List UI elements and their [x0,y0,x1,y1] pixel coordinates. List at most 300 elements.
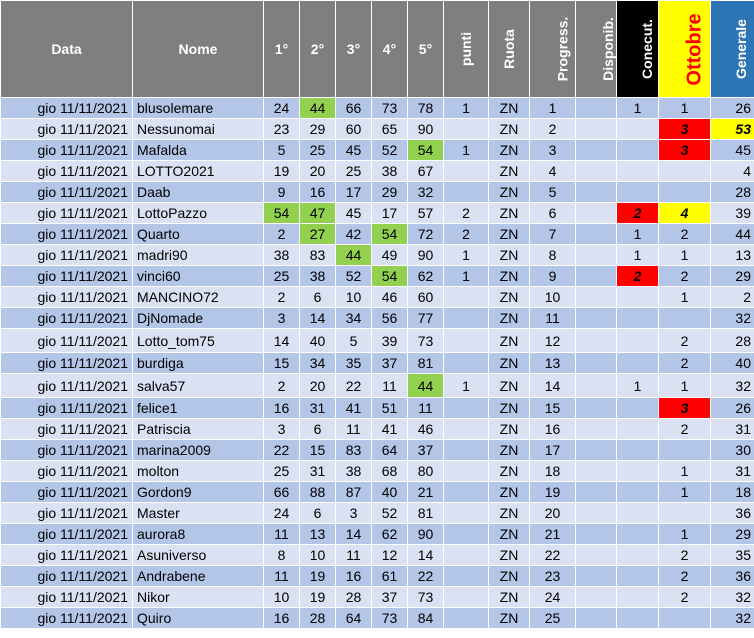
cell-number-2[interactable]: 19 [300,587,336,608]
cell-nome[interactable]: MANCINO72 [133,287,264,308]
col-header-ottobre[interactable] [659,1,711,98]
cell-disponib[interactable] [576,566,617,587]
cell-punti[interactable]: 1 [444,266,489,287]
cell-disponib[interactable] [576,482,617,503]
cell-disponib[interactable] [576,98,617,119]
cell-punti[interactable] [444,353,489,374]
cell-nome[interactable]: Master [133,503,264,524]
cell-number-1[interactable]: 23 [264,119,300,140]
cell-number-1[interactable]: 19 [264,161,300,182]
cell-ottobre[interactable]: 2 [659,587,711,608]
table-row[interactable] [1,440,754,461]
cell-generale[interactable]: 53 [711,119,754,140]
cell-disponib[interactable] [576,329,617,353]
cell-disponib[interactable] [576,287,617,308]
cell-conecut[interactable] [617,482,659,503]
cell-punti[interactable] [444,182,489,203]
cell-number-3[interactable]: 83 [336,440,372,461]
cell-punti[interactable] [444,161,489,182]
cell-nome[interactable]: DjNomade [133,308,264,329]
cell-disponib[interactable] [576,140,617,161]
cell-nome[interactable]: molton [133,461,264,482]
cell-ottobre[interactable]: 4 [659,203,711,224]
cell-number-4[interactable]: 41 [372,419,408,440]
cell-nome[interactable]: vinci60 [133,266,264,287]
cell-nome[interactable]: Asuniverso [133,545,264,566]
cell-ruota[interactable]: ZN [489,182,530,203]
cell-data[interactable]: gio 11/11/2021 [1,140,133,161]
cell-number-3[interactable]: 64 [336,608,372,629]
cell-data[interactable]: gio 11/11/2021 [1,482,133,503]
cell-number-1[interactable]: 24 [264,98,300,119]
cell-number-2[interactable]: 27 [300,224,336,245]
cell-data[interactable]: gio 11/11/2021 [1,461,133,482]
cell-ruota[interactable]: ZN [489,287,530,308]
cell-ruota[interactable]: ZN [489,203,530,224]
table-row[interactable] [1,287,754,308]
cell-generale[interactable]: 44 [711,224,754,245]
cell-number-4[interactable]: 29 [372,182,408,203]
table-row[interactable] [1,398,754,419]
cell-number-3[interactable]: 11 [336,419,372,440]
cell-number-1[interactable]: 54 [264,203,300,224]
cell-data[interactable]: gio 11/11/2021 [1,161,133,182]
col-header-nome[interactable]: Nome [133,1,264,98]
cell-data[interactable]: gio 11/11/2021 [1,224,133,245]
cell-punti[interactable] [444,587,489,608]
cell-disponib[interactable] [576,245,617,266]
cell-ruota[interactable]: ZN [489,245,530,266]
cell-progress[interactable]: 2 [530,119,576,140]
cell-conecut[interactable] [617,119,659,140]
cell-progress[interactable]: 10 [530,287,576,308]
cell-number-2[interactable]: 6 [300,419,336,440]
cell-ruota[interactable]: ZN [489,440,530,461]
cell-conecut[interactable] [617,461,659,482]
cell-conecut[interactable]: 1 [617,224,659,245]
cell-nome[interactable]: Quiro [133,608,264,629]
cell-number-4[interactable]: 49 [372,245,408,266]
cell-number-2[interactable]: 47 [300,203,336,224]
cell-number-2[interactable]: 83 [300,245,336,266]
cell-punti[interactable] [444,545,489,566]
cell-number-1[interactable]: 14 [264,329,300,353]
cell-generale[interactable]: 35 [711,545,754,566]
cell-data[interactable]: gio 11/11/2021 [1,398,133,419]
cell-number-2[interactable]: 29 [300,119,336,140]
cell-ottobre[interactable] [659,161,711,182]
cell-number-5[interactable]: 78 [408,98,444,119]
cell-disponib[interactable] [576,203,617,224]
cell-nome[interactable]: marina2009 [133,440,264,461]
cell-punti[interactable] [444,287,489,308]
cell-punti[interactable] [444,503,489,524]
cell-ruota[interactable]: ZN [489,545,530,566]
cell-number-3[interactable]: 45 [336,203,372,224]
cell-punti[interactable]: 1 [444,245,489,266]
cell-progress[interactable]: 24 [530,587,576,608]
cell-data[interactable]: gio 11/11/2021 [1,419,133,440]
cell-progress[interactable]: 21 [530,524,576,545]
cell-conecut[interactable] [617,329,659,353]
cell-ruota[interactable]: ZN [489,608,530,629]
cell-number-2[interactable]: 10 [300,545,336,566]
cell-disponib[interactable] [576,182,617,203]
cell-number-1[interactable]: 2 [264,287,300,308]
cell-number-1[interactable]: 10 [264,587,300,608]
col-header-progress[interactable] [530,1,576,98]
cell-conecut[interactable]: 2 [617,266,659,287]
cell-data[interactable]: gio 11/11/2021 [1,245,133,266]
cell-disponib[interactable] [576,440,617,461]
cell-ottobre[interactable]: 1 [659,287,711,308]
cell-number-5[interactable]: 11 [408,398,444,419]
cell-number-5[interactable]: 90 [408,119,444,140]
cell-number-3[interactable]: 34 [336,308,372,329]
cell-number-4[interactable]: 61 [372,566,408,587]
cell-data[interactable]: gio 11/11/2021 [1,182,133,203]
cell-punti[interactable] [444,524,489,545]
col-header-disponib[interactable] [576,1,617,98]
table-row[interactable] [1,224,754,245]
cell-ottobre[interactable]: 2 [659,224,711,245]
cell-ottobre[interactable]: 2 [659,545,711,566]
table-row[interactable] [1,608,754,629]
table-row[interactable] [1,245,754,266]
table-row[interactable] [1,587,754,608]
cell-conecut[interactable] [617,503,659,524]
cell-number-1[interactable]: 2 [264,374,300,398]
cell-number-3[interactable]: 11 [336,545,372,566]
cell-progress[interactable]: 19 [530,482,576,503]
cell-punti[interactable] [444,119,489,140]
cell-progress[interactable]: 11 [530,308,576,329]
table-row[interactable] [1,266,754,287]
table-row[interactable] [1,329,754,353]
cell-progress[interactable]: 4 [530,161,576,182]
cell-number-3[interactable]: 41 [336,398,372,419]
cell-generale[interactable]: 36 [711,503,754,524]
cell-number-2[interactable]: 20 [300,374,336,398]
cell-number-2[interactable]: 6 [300,503,336,524]
cell-generale[interactable]: 36 [711,566,754,587]
cell-number-4[interactable]: 54 [372,224,408,245]
cell-number-2[interactable]: 6 [300,287,336,308]
cell-number-3[interactable]: 52 [336,266,372,287]
col-header-2[interactable]: 2° [300,1,336,98]
cell-conecut[interactable] [617,398,659,419]
cell-number-3[interactable]: 28 [336,587,372,608]
cell-ruota[interactable]: ZN [489,587,530,608]
cell-conecut[interactable]: 1 [617,374,659,398]
col-header-punti[interactable] [444,1,489,98]
cell-data[interactable]: gio 11/11/2021 [1,203,133,224]
cell-ottobre[interactable]: 1 [659,374,711,398]
cell-conecut[interactable] [617,419,659,440]
cell-number-5[interactable]: 81 [408,353,444,374]
cell-number-5[interactable]: 90 [408,524,444,545]
cell-number-5[interactable]: 90 [408,245,444,266]
cell-progress[interactable]: 20 [530,503,576,524]
cell-number-2[interactable]: 40 [300,329,336,353]
cell-nome[interactable]: Andrabene [133,566,264,587]
cell-generale[interactable]: 13 [711,245,754,266]
cell-generale[interactable]: 45 [711,140,754,161]
cell-number-4[interactable]: 12 [372,545,408,566]
cell-number-5[interactable]: 77 [408,308,444,329]
cell-punti[interactable] [444,398,489,419]
cell-number-3[interactable]: 3 [336,503,372,524]
cell-number-2[interactable]: 28 [300,608,336,629]
cell-data[interactable]: gio 11/11/2021 [1,374,133,398]
cell-ruota[interactable]: ZN [489,524,530,545]
col-header-3[interactable]: 3° [336,1,372,98]
cell-generale[interactable]: 2 [711,287,754,308]
cell-number-4[interactable]: 46 [372,287,408,308]
cell-data[interactable]: gio 11/11/2021 [1,587,133,608]
cell-ottobre[interactable] [659,182,711,203]
cell-progress[interactable]: 16 [530,419,576,440]
cell-ottobre[interactable]: 2 [659,266,711,287]
cell-number-2[interactable]: 16 [300,182,336,203]
cell-disponib[interactable] [576,503,617,524]
cell-nome[interactable]: Mafalda [133,140,264,161]
col-header-data[interactable]: Data [1,1,133,98]
col-header-generale[interactable] [711,1,754,98]
cell-progress[interactable]: 9 [530,266,576,287]
cell-conecut[interactable] [617,545,659,566]
table-row[interactable] [1,98,754,119]
cell-punti[interactable] [444,608,489,629]
cell-punti[interactable] [444,440,489,461]
cell-number-1[interactable]: 16 [264,608,300,629]
cell-punti[interactable] [444,482,489,503]
table-row[interactable] [1,308,754,329]
cell-generale[interactable]: 29 [711,266,754,287]
cell-progress[interactable]: 25 [530,608,576,629]
cell-number-1[interactable]: 24 [264,503,300,524]
table-row[interactable] [1,503,754,524]
cell-progress[interactable]: 3 [530,140,576,161]
cell-data[interactable]: gio 11/11/2021 [1,608,133,629]
cell-generale[interactable]: 28 [711,182,754,203]
cell-nome[interactable]: Gordon9 [133,482,264,503]
cell-progress[interactable]: 7 [530,224,576,245]
cell-conecut[interactable] [617,308,659,329]
cell-disponib[interactable] [576,545,617,566]
cell-ottobre[interactable]: 1 [659,461,711,482]
cell-number-3[interactable]: 45 [336,140,372,161]
cell-number-2[interactable]: 44 [300,98,336,119]
cell-number-5[interactable]: 46 [408,419,444,440]
cell-number-2[interactable]: 19 [300,566,336,587]
cell-ruota[interactable]: ZN [489,482,530,503]
cell-data[interactable]: gio 11/11/2021 [1,98,133,119]
cell-number-2[interactable]: 20 [300,161,336,182]
cell-number-5[interactable]: 22 [408,566,444,587]
cell-progress[interactable]: 15 [530,398,576,419]
cell-disponib[interactable] [576,119,617,140]
cell-ottobre[interactable]: 3 [659,119,711,140]
cell-conecut[interactable] [617,287,659,308]
cell-number-3[interactable]: 60 [336,119,372,140]
cell-conecut[interactable]: 2 [617,203,659,224]
cell-ottobre[interactable]: 1 [659,482,711,503]
table-row[interactable] [1,524,754,545]
cell-number-5[interactable]: 32 [408,182,444,203]
cell-generale[interactable]: 32 [711,308,754,329]
cell-number-5[interactable]: 62 [408,266,444,287]
cell-generale[interactable]: 4 [711,161,754,182]
cell-number-3[interactable]: 22 [336,374,372,398]
cell-data[interactable]: gio 11/11/2021 [1,566,133,587]
cell-number-3[interactable]: 14 [336,524,372,545]
cell-generale[interactable]: 31 [711,461,754,482]
cell-ottobre[interactable]: 3 [659,140,711,161]
cell-conecut[interactable] [617,440,659,461]
table-row[interactable] [1,353,754,374]
cell-data[interactable]: gio 11/11/2021 [1,266,133,287]
col-header-1[interactable]: 1° [264,1,300,98]
cell-number-4[interactable]: 64 [372,440,408,461]
cell-nome[interactable]: Lotto_tom75 [133,329,264,353]
cell-ruota[interactable]: ZN [489,374,530,398]
cell-ottobre[interactable]: 1 [659,98,711,119]
cell-generale[interactable]: 26 [711,98,754,119]
cell-nome[interactable]: burdiga [133,353,264,374]
cell-conecut[interactable] [617,566,659,587]
cell-disponib[interactable] [576,398,617,419]
cell-nome[interactable]: LOTTO2021 [133,161,264,182]
table-row[interactable] [1,182,754,203]
table-row[interactable] [1,374,754,398]
cell-number-4[interactable]: 68 [372,461,408,482]
cell-punti[interactable] [444,419,489,440]
cell-number-3[interactable]: 5 [336,329,372,353]
cell-number-2[interactable]: 38 [300,266,336,287]
cell-progress[interactable]: 23 [530,566,576,587]
cell-number-4[interactable]: 65 [372,119,408,140]
cell-number-2[interactable]: 88 [300,482,336,503]
cell-number-4[interactable]: 37 [372,587,408,608]
col-header-conecut[interactable] [617,1,659,98]
cell-number-1[interactable]: 15 [264,353,300,374]
cell-ruota[interactable]: ZN [489,308,530,329]
cell-number-5[interactable]: 54 [408,140,444,161]
cell-ottobre[interactable]: 2 [659,329,711,353]
cell-number-3[interactable]: 66 [336,98,372,119]
cell-ruota[interactable]: ZN [489,353,530,374]
cell-nome[interactable]: Quarto [133,224,264,245]
cell-generale[interactable]: 32 [711,374,754,398]
cell-number-4[interactable]: 11 [372,374,408,398]
cell-punti[interactable]: 2 [444,203,489,224]
cell-progress[interactable]: 8 [530,245,576,266]
cell-number-1[interactable]: 66 [264,482,300,503]
cell-number-5[interactable]: 84 [408,608,444,629]
cell-number-5[interactable]: 67 [408,161,444,182]
cell-number-2[interactable]: 15 [300,440,336,461]
cell-punti[interactable]: 1 [444,98,489,119]
cell-progress[interactable]: 6 [530,203,576,224]
cell-ottobre[interactable] [659,440,711,461]
cell-disponib[interactable] [576,161,617,182]
cell-number-3[interactable]: 17 [336,182,372,203]
cell-generale[interactable]: 31 [711,419,754,440]
table-row[interactable] [1,566,754,587]
col-header-ruota[interactable] [489,1,530,98]
cell-number-5[interactable]: 57 [408,203,444,224]
cell-number-4[interactable]: 73 [372,98,408,119]
cell-data[interactable]: gio 11/11/2021 [1,329,133,353]
cell-generale[interactable]: 29 [711,524,754,545]
cell-ruota[interactable]: ZN [489,329,530,353]
cell-number-5[interactable]: 80 [408,461,444,482]
cell-generale[interactable]: 40 [711,353,754,374]
cell-number-5[interactable]: 60 [408,287,444,308]
cell-data[interactable]: gio 11/11/2021 [1,353,133,374]
cell-number-1[interactable]: 2 [264,224,300,245]
cell-number-5[interactable]: 72 [408,224,444,245]
cell-punti[interactable] [444,329,489,353]
table-row[interactable] [1,419,754,440]
cell-ruota[interactable]: ZN [489,566,530,587]
cell-progress[interactable]: 22 [530,545,576,566]
cell-ottobre[interactable]: 1 [659,245,711,266]
cell-number-1[interactable]: 22 [264,440,300,461]
table-row[interactable] [1,545,754,566]
cell-number-2[interactable]: 31 [300,461,336,482]
cell-progress[interactable]: 14 [530,374,576,398]
cell-number-3[interactable]: 38 [336,461,372,482]
cell-data[interactable]: gio 11/11/2021 [1,308,133,329]
cell-ruota[interactable]: ZN [489,266,530,287]
cell-number-4[interactable]: 17 [372,203,408,224]
table-row[interactable] [1,161,754,182]
cell-nome[interactable]: madri90 [133,245,264,266]
cell-number-1[interactable]: 5 [264,140,300,161]
cell-generale[interactable]: 30 [711,440,754,461]
cell-number-1[interactable]: 3 [264,308,300,329]
cell-punti[interactable]: 1 [444,140,489,161]
cell-number-4[interactable]: 52 [372,503,408,524]
cell-nome[interactable]: salva57 [133,374,264,398]
cell-conecut[interactable] [617,140,659,161]
col-header-5[interactable]: 5° [408,1,444,98]
cell-generale[interactable]: 26 [711,398,754,419]
cell-number-1[interactable]: 3 [264,419,300,440]
cell-disponib[interactable] [576,266,617,287]
cell-number-5[interactable]: 44 [408,374,444,398]
cell-number-3[interactable]: 42 [336,224,372,245]
cell-data[interactable]: gio 11/11/2021 [1,119,133,140]
cell-number-3[interactable]: 25 [336,161,372,182]
cell-conecut[interactable]: 1 [617,98,659,119]
cell-number-4[interactable]: 38 [372,161,408,182]
cell-disponib[interactable] [576,374,617,398]
cell-data[interactable]: gio 11/11/2021 [1,524,133,545]
cell-conecut[interactable] [617,353,659,374]
cell-number-1[interactable]: 25 [264,461,300,482]
cell-ottobre[interactable]: 2 [659,353,711,374]
cell-nome[interactable]: blusolemare [133,98,264,119]
cell-number-5[interactable]: 73 [408,587,444,608]
cell-ruota[interactable]: ZN [489,98,530,119]
cell-number-5[interactable]: 37 [408,440,444,461]
cell-ottobre[interactable]: 1 [659,524,711,545]
cell-progress[interactable]: 12 [530,329,576,353]
cell-disponib[interactable] [576,524,617,545]
